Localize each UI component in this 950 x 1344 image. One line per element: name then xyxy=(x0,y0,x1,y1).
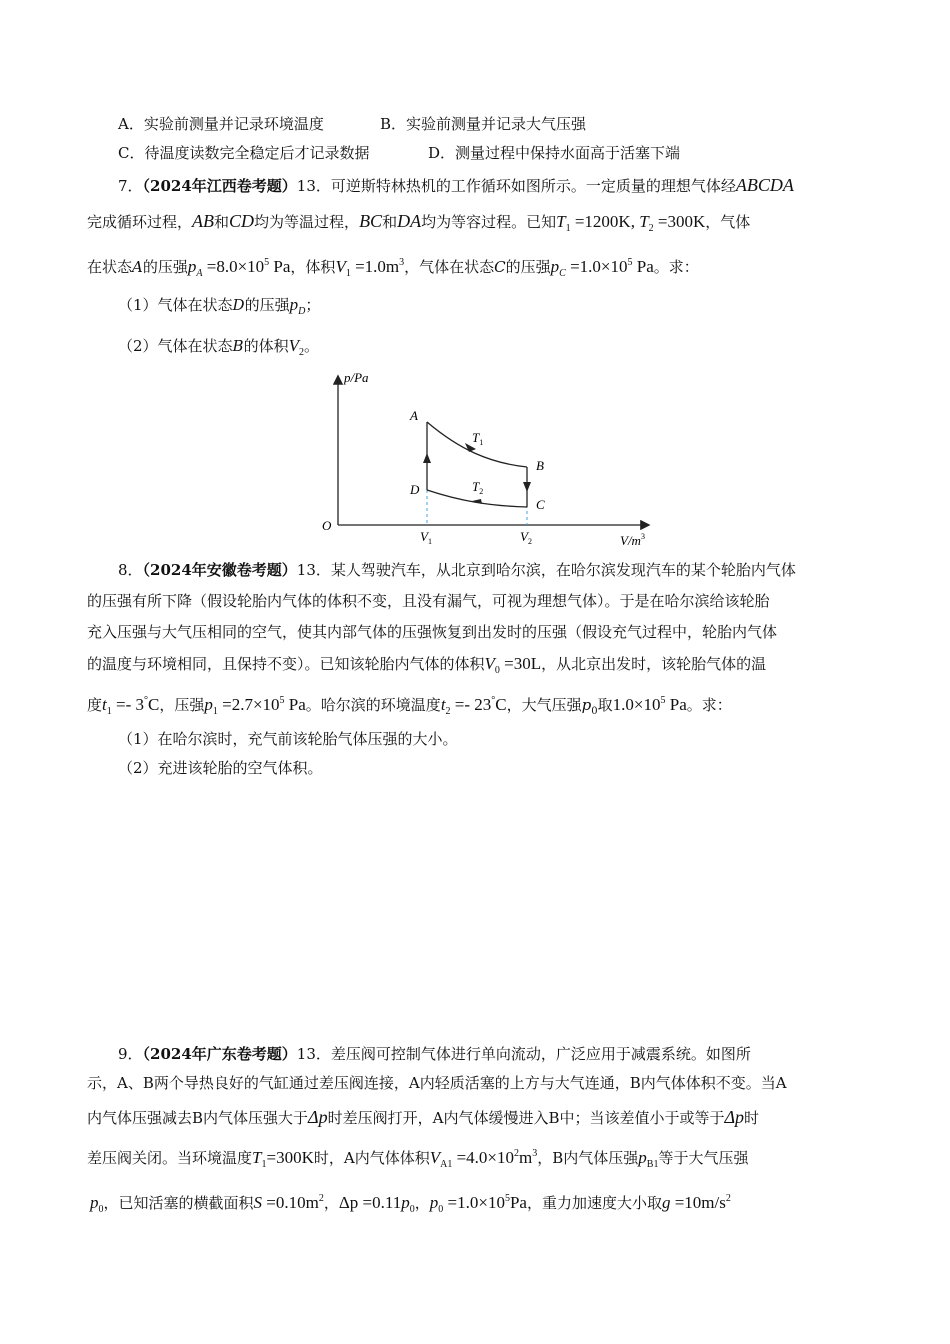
q7-sub1: （1）气体在状态D的压强$p_D$； xyxy=(118,295,321,317)
point-d-label: D xyxy=(410,482,420,497)
q7-line2: 完成循环过程，AB和CD均为等温过程，BC和DA均为等容过程。已知$T_1 =1200K$, $T_2 =300K$，气体 xyxy=(87,211,751,234)
q7-line1: 7．（2024年江西卷考题）13．可逆斯特林热机的工作循环如图所示。一定质量的理想气体经ABCDA xyxy=(118,175,794,195)
q9-line3: 内气体压强减去B内气体压强大于Δp时差压阀打开，A内气体缓慢进入B中；当该差值小于或等于Δp时 xyxy=(87,1107,760,1127)
pv-diagram xyxy=(310,365,670,550)
q8-source: （2024年安徽卷考题） xyxy=(142,561,297,579)
q9-pb1: $p_{B1}$ xyxy=(638,1148,659,1170)
q9-p0: $p_0 =1.0\times 10^5Pa$ xyxy=(429,1193,527,1215)
q8-line1: 8．（2024年安徽卷考题）13．某人驾驶汽车，从北京到哈尔滨，在哈尔滨发现汽车的某个轮胎内气体 xyxy=(118,561,796,579)
q8-sub1: （1）在哈尔滨时，充气前该轮胎气体压强的大小。 xyxy=(118,730,458,748)
v1-label: $V_1$ xyxy=(420,529,432,546)
q9-va1: $V_{A1} =4.0\times 10^2m^3$ xyxy=(429,1148,538,1170)
q7-v1: $V_1 =1.0m^3$ xyxy=(335,257,405,279)
q9-line5: $p_0$，已知活塞的横截面积$S =0.10m^2$，$\Delta p =0.11p_0$，$p_0 =1.0\times 10^5Pa$，重力加速度大小取$g =10m/s^2$ xyxy=(90,1193,731,1215)
q8-line2: 的压强有所下降（假设轮胎内气体的体积不变，且没有漏气，可视为理想气体）。于是在哈尔滨给该轮胎 xyxy=(87,592,770,610)
option-a: A．实验前测量并记录环境温度 xyxy=(118,115,324,133)
point-a-label: A xyxy=(410,408,418,423)
option-c: C．待温度读数完全稳定后才记录数据 xyxy=(118,144,370,162)
origin-label: O xyxy=(322,518,332,533)
q9-g: $g =10m/s^2$ xyxy=(661,1193,731,1212)
q7-sub2: （2）气体在状态B的体积$V_2$。 xyxy=(118,336,319,358)
q7-pC: $p_C =1.0\times 10^5$ Pa xyxy=(550,257,654,279)
point-c-label: C xyxy=(536,497,545,512)
q7-source: （2024年江西卷考题） xyxy=(142,177,297,195)
q7-number: 7． xyxy=(118,177,143,195)
v2-label: $V_2$ xyxy=(520,529,532,546)
q8-line4: 的温度与环境相同，且保持不变）。已知该轮胎内气体的体积$V_0 =30L$，从北京出发时，该轮胎气体的温 xyxy=(87,654,767,676)
q9-t1: $T_1=300K$ xyxy=(252,1148,314,1170)
q8-p0: $1.0\times 10^5$ Pa xyxy=(612,695,687,714)
q7-line3: 在状态A的压强$p_A =8.0\times 10^5$ Pa，体积$V_1 =1.0m^3$，气体在状态C的压强$p_C =1.0\times 10^5$ Pa。求： xyxy=(87,257,699,279)
option-b: B．实验前测量并记录大气压强 xyxy=(380,115,587,133)
q8-sub2: （2）充进该轮胎的空气体积。 xyxy=(118,759,323,777)
q8-number: 8． xyxy=(118,561,143,579)
q9-s: $S =0.10m^2$ xyxy=(253,1193,324,1212)
v-axis-label: $V/m^3$ xyxy=(620,532,645,548)
q7-cycle: ABCDA xyxy=(735,175,794,195)
arrow-da xyxy=(423,453,431,463)
q9-line4: 差压阀关闭。当环境温度$T_1=300K$时，A内气体体积$V_{A1} =4.0\times 10^2m^3$，B内气体压强$p_{B1}$等于大气压强 xyxy=(87,1148,749,1170)
t1-label: $T_1$ xyxy=(472,430,484,447)
point-b-label: B xyxy=(536,458,544,473)
q8-line3: 充入压强与大气压相同的空气，使其内部气体的压强恢复到出发时的压强（假设充气过程中，轮胎内气体 xyxy=(87,623,778,641)
q9-line2: 示，A、B两个导热良好的气缸通过差压阀连接，A内轻质活塞的上方与大气连通，B内气体体积不变。当A xyxy=(87,1074,787,1092)
q8-line5: 度$t_1 =- 3^\circ C$，压强$p_1 =2.7\times 10^5$ Pa。哈尔滨的环境温度$t_2 =- 23^\circ C$，大气压强$p_0$取$1.0\times 10^5$ Pa。求： xyxy=(87,695,732,717)
q9-source: （2024年广东卷考题） xyxy=(142,1045,297,1063)
q8-p1: $p_1 =2.7\times 10^5$ Pa xyxy=(204,695,306,717)
p-axis-label: p/Pa xyxy=(344,370,369,385)
q9-line1: 9．（2024年广东卷考题）13．差压阀可控制气体进行单向流动，广泛应用于减震系统。如图所 xyxy=(118,1045,751,1063)
q8-t1: $t_1 =- 3^\circ C$ xyxy=(102,695,160,717)
q7-temperatures: $T_1 =1200K$, $T_2 =300K$ xyxy=(556,212,706,234)
q8-v0: $V_0 =30L$ xyxy=(484,654,542,676)
t2-label: $T_2$ xyxy=(472,479,484,496)
arrow-bc xyxy=(523,482,531,492)
q9-number: 9． xyxy=(118,1045,143,1063)
q8-t2: $t_2 =- 23^\circ C$ xyxy=(440,695,507,717)
q9-dp: $\Delta p =0.11p_0$ xyxy=(338,1193,415,1215)
option-d: D．测量过程中保持水面高于活塞下端 xyxy=(428,144,681,162)
q7-pA: $p_A =8.0\times 10^5$ Pa xyxy=(187,257,291,279)
